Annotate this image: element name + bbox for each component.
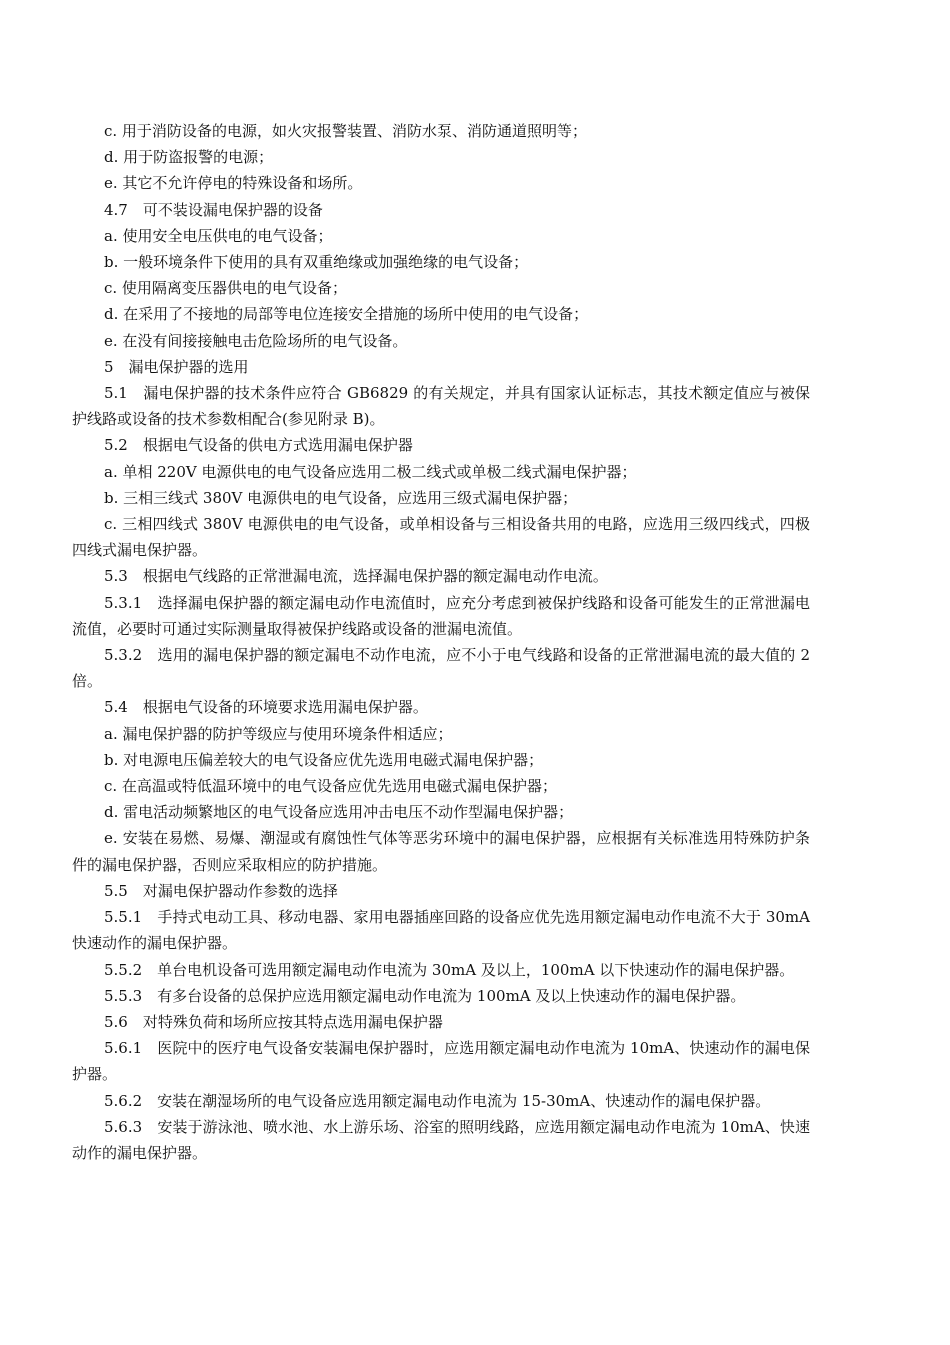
list-item: e. 在没有间接接触电击危险场所的电气设备。 — [104, 331, 408, 350]
list-item: e. 安装在易燃、易爆、潮湿或有腐蚀性气体等恶劣环境中的漏电保护器，应根据有关标准选用特殊防护条件的漏电保护器，否则应采取相应的防护措施。 — [72, 829, 810, 874]
list-item: d. 用于防盗报警的电源； — [104, 148, 274, 167]
section-heading: 4.7 可不装设漏电保护器的设备 — [104, 200, 323, 219]
list-item: a. 漏电保护器的防护等级应与使用环境条件相适应； — [104, 724, 453, 743]
section-heading: 5.3 根据电气线路的正常泄漏电流，选择漏电保护器的额定漏电动作电流。 — [104, 567, 608, 586]
list-item: e. 其它不允许停电的特殊设备和场所。 — [104, 174, 363, 193]
section-heading: 5.2 根据电气设备的供电方式选用漏电保护器 — [104, 436, 413, 455]
section-heading: 5.5 对漏电保护器动作参数的选择 — [104, 881, 338, 900]
list-item: c. 三相四线式 380V 电源供电的电气设备，或单相设备与三相设备共用的电路，应选用三级四线式，四极四线式漏电保护器。 — [72, 515, 810, 560]
clause: 5.6.2 安装在潮湿场所的电气设备应选用额定漏电动作电流为 15-30mA、快速动作的漏电保护器。 — [104, 1091, 771, 1110]
clause: 5.5.2 单台电机设备可选用额定漏电动作电流为 30mA 及以上，100mA 以下快速动作的漏电保护器。 — [104, 960, 795, 979]
clause: 5.3.2 选用的漏电保护器的额定漏电不动作电流，应不小于电气线路和设备的正常泄漏电流的最大值的 2 倍。 — [72, 646, 810, 691]
list-item: c. 用于消防设备的电源，如火灾报警装置、消防水泵、消防通道照明等； — [104, 122, 587, 140]
list-item: b. 三相三线式 380V 电源供电的电气设备，应选用三级式漏电保护器； — [104, 488, 578, 507]
section-heading: 5.4 根据电气设备的环境要求选用漏电保护器。 — [104, 698, 428, 717]
clause: 5.1 漏电保护器的技术条件应符合 GB6829 的有关规定，并具有国家认证标志，其技术额定值应与被保护线路或设备的技术参数相配合(参见附录 B)。 — [72, 384, 810, 429]
list-item: d. 在采用了不接地的局部等电位连接安全措施的场所中使用的电气设备； — [104, 305, 589, 324]
clause: 5.6.3 安装于游泳池、喷水池、水上游乐场、浴室的照明线路，应选用额定漏电动作电流为 10mA、快速动作的漏电保护器。 — [72, 1117, 810, 1162]
section-heading: 5 漏电保护器的选用 — [104, 357, 249, 376]
list-item: b. 对电源电压偏差较大的电气设备应优先选用电磁式漏电保护器； — [104, 750, 544, 769]
list-item: a. 使用安全电压供电的电气设备； — [104, 226, 333, 245]
section-heading: 5.6 对特殊负荷和场所应按其特点选用漏电保护器 — [104, 1012, 443, 1031]
list-item: d. 雷电活动频繁地区的电气设备应选用冲击电压不动作型漏电保护器； — [104, 803, 574, 822]
clause: 5.5.3 有多台设备的总保护应选用额定漏电动作电流为 100mA 及以上快速动作的漏电保护器。 — [104, 986, 746, 1005]
clause: 5.3.1 选择漏电保护器的额定漏电动作电流值时，应充分考虑到被保护线路和设备可能发生的正常泄漏电流值，必要时可通过实际测量取得被保护线路或设备的泄漏电流值。 — [72, 593, 810, 638]
document-body — [72, 118, 810, 1166]
list-item: b. 一般环境条件下使用的具有双重绝缘或加强绝缘的电气设备； — [104, 253, 529, 272]
clause: 5.6.1 医院中的医疗电气设备安装漏电保护器时，应选用额定漏电动作电流为 10mA、快速动作的漏电保护器。 — [72, 1039, 810, 1084]
list-item: c. 使用隔离变压器供电的电气设备； — [104, 279, 347, 298]
list-item: a. 单相 220V 电源供电的电气设备应选用二极二线式或单极二线式漏电保护器； — [104, 462, 637, 481]
clause: 5.5.1 手持式电动工具、移动电器、家用电器插座回路的设备应优先选用额定漏电动作电流不大于 30mA 快速动作的漏电保护器。 — [72, 908, 810, 953]
list-item: c. 在高温或特低温环境中的电气设备应优先选用电磁式漏电保护器； — [104, 777, 557, 796]
